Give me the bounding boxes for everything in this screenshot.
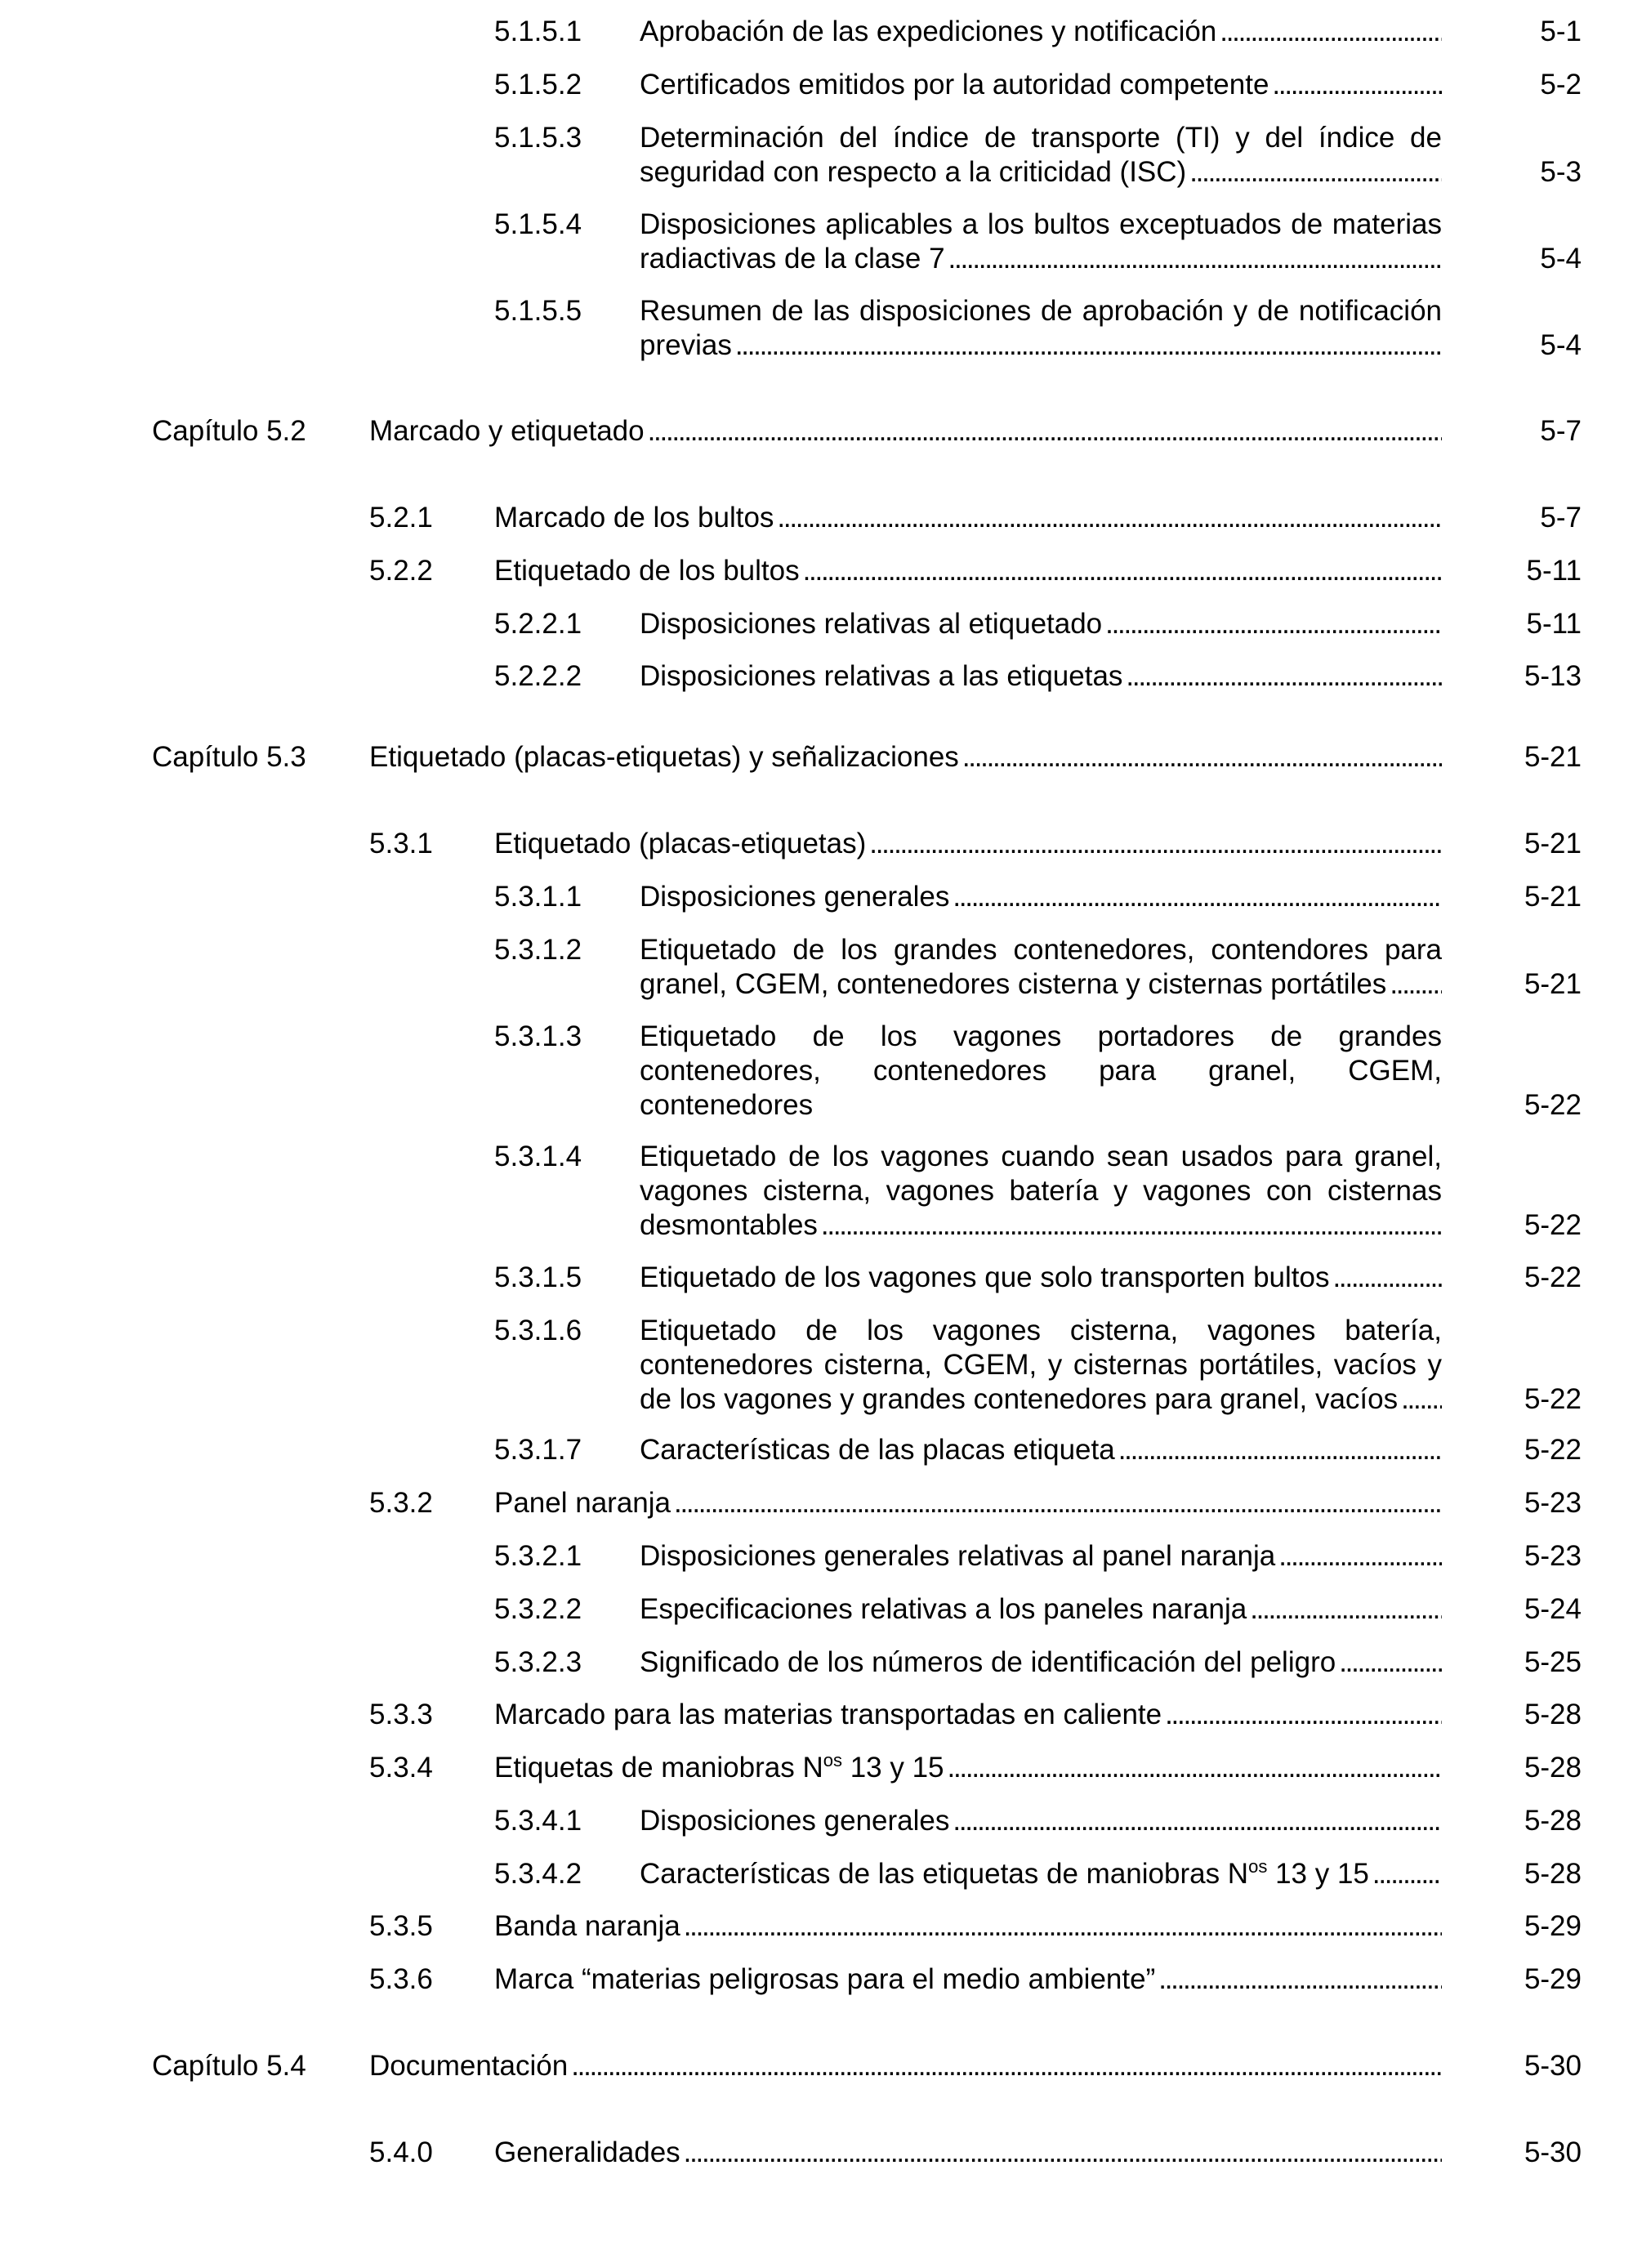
toc-entry-number: 5.1.5.5 (494, 295, 582, 327)
toc-entry (0, 1140, 1633, 1243)
toc-entry-page: 5-13 (1524, 660, 1582, 692)
toc-entry-number: 5.3.2 (369, 1487, 433, 1519)
toc-chapter-title: Marcado y etiquetado . . . (369, 414, 1442, 449)
toc-entry-number: 5.3.2.1 (494, 1540, 582, 1572)
toc-entry-title: Generalidades . . . (494, 2136, 1442, 2170)
toc-entry-page: 5-30 (1524, 2050, 1582, 2082)
toc-entry-title: Disposiciones generales . . . (640, 880, 1442, 914)
toc-entry-page: 5-22 (1524, 1434, 1582, 1466)
toc-chapter (0, 740, 1633, 775)
toc-entry-title: Etiquetado de los grandes contenedores, contendores para granel, CGEM, contenedores cisterna y cisternas portátiles . . . (640, 933, 1442, 1002)
toc-entry-page: 5-22 (1524, 1209, 1582, 1241)
toc-entry-title: Etiquetas de maniobras $N^{os}$ 13 y 15 . . . (494, 1751, 1442, 1785)
toc-entry-number: 5.4.0 (369, 2136, 433, 2168)
toc-entry (0, 1486, 1633, 1520)
toc-chapter-title: Documentación . . . (369, 2049, 1442, 2083)
toc-entry-title: Disposiciones aplicables a los bultos exceptuados de materias radiactivas de la clase 7 . . . (640, 208, 1442, 276)
toc-entry-page: 5-28 (1524, 1752, 1582, 1784)
toc-chapter-number: Capítulo 5.4 (152, 2050, 306, 2082)
toc-chapter-number: Capítulo 5.3 (152, 741, 306, 773)
toc-entry (0, 827, 1633, 861)
toc-entry-title: Etiquetado de los bultos . . . (494, 554, 1442, 588)
toc-entry-page: 5-25 (1524, 1646, 1582, 1678)
toc-entry-title: Determinación del índice de transporte (TI) y del índice de seguridad con respecto a la criticidad (ISC) . . . (640, 121, 1442, 190)
toc-entry-page: 5-22 (1524, 1089, 1582, 1121)
toc-chapter-number: Capítulo 5.2 (152, 415, 306, 447)
toc-entry-number: 5.3.5 (369, 1910, 433, 1942)
toc-entry (0, 1909, 1633, 1944)
toc-entry-title: Etiquetado (placas-etiquetas) . . . (494, 827, 1442, 861)
toc-entry-title: Marca “materias peligrosas para el medio ambiente” . . . (494, 1962, 1442, 1997)
toc-entry-number: 5.2.1 (369, 502, 433, 534)
toc-entry (0, 2136, 1633, 2170)
toc-entry (0, 1698, 1633, 1732)
toc-entry-number: 5.3.2.2 (494, 1593, 582, 1625)
toc-entry-page: 5-11 (1526, 608, 1582, 640)
toc-entry-title: Características de las etiquetas de maniobras $N^{os}$ 13 y 15 . . . (640, 1857, 1442, 1891)
toc-entry (0, 501, 1633, 535)
toc-entry-page: 5-3 (1540, 156, 1582, 188)
toc-entry (0, 1962, 1633, 1997)
toc-entry-title: Etiquetado de los vagones que solo transporten bultos . . . (640, 1261, 1442, 1295)
toc-entry-number: 5.3.1.1 (494, 881, 582, 913)
toc-chapter-title: Etiquetado (placas-etiquetas) y señalizaciones . . . (369, 740, 1442, 775)
toc-entry (0, 121, 1633, 190)
toc-entry-title: Significado de los números de identificación del peligro . . . (640, 1645, 1442, 1680)
toc-entry-number: 5.1.5.3 (494, 122, 582, 154)
toc-entry-number: 5.2.2 (369, 555, 433, 587)
toc-entry-page: 5-28 (1524, 1858, 1582, 1890)
toc-entry-title: Disposiciones relativas al etiquetado . . . (640, 607, 1442, 641)
toc-entry (0, 1539, 1633, 1574)
toc-entry (0, 659, 1633, 694)
toc-entry-number: 5.3.1.4 (494, 1141, 582, 1172)
toc-entry-title: Disposiciones generales relativas al panel naranja . . . (640, 1539, 1442, 1574)
toc-entry-number: 5.2.2.1 (494, 608, 582, 640)
toc-entry (0, 1857, 1633, 1891)
toc-entry-page: 5-2 (1540, 69, 1582, 100)
toc-entry-number: 5.1.5.1 (494, 16, 582, 47)
toc-entry-number: 5.3.6 (369, 1963, 433, 1995)
toc-entry-number: 5.3.4.1 (494, 1805, 582, 1837)
toc-entry-page: 5-1 (1540, 16, 1582, 47)
toc-entry-number: 5.3.1.3 (494, 1020, 582, 1052)
toc-entry-page: 5-4 (1540, 243, 1582, 275)
toc-entry-number: 5.3.1.7 (494, 1434, 582, 1466)
toc-entry (0, 15, 1633, 49)
toc-entry (0, 294, 1633, 363)
toc-entry-title: Marcado de los bultos . . . (494, 501, 1442, 535)
toc-entry (0, 68, 1633, 102)
toc-entry-page: 5-24 (1524, 1593, 1582, 1625)
toc-entry-page: 5-28 (1524, 1805, 1582, 1837)
toc-entry-number: 5.3.2.3 (494, 1646, 582, 1678)
toc-entry-title: Etiquetado de los vagones cuando sean usados para granel, vagones cisterna, vagones batería y vagones con cisternas desmontables . . . (640, 1140, 1442, 1243)
toc-entry-title: Panel naranja . . . (494, 1486, 1442, 1520)
toc-entry-page: 5-22 (1524, 1261, 1582, 1293)
toc-entry-number: 5.1.5.4 (494, 208, 582, 240)
toc-entry-number: 5.3.4 (369, 1752, 433, 1784)
toc-entry (0, 1433, 1633, 1467)
toc-entry-title: Disposiciones generales . . . (640, 1804, 1442, 1838)
toc-entry (0, 1020, 1633, 1123)
toc-entry (0, 554, 1633, 588)
toc-entry-page: 5-29 (1524, 1910, 1582, 1942)
toc-entry-page: 5-21 (1524, 741, 1582, 773)
toc-entry-page: 5-21 (1524, 968, 1582, 1000)
toc-entry-page: 5-29 (1524, 1963, 1582, 1995)
toc-entry-number: 5.3.4.2 (494, 1858, 582, 1890)
toc-entry-title: Etiquetado de los vagones portadores de grandes contenedores, contenedores para granel, CGEM, contenedores (640, 1020, 1442, 1121)
toc-entry-page: 5-30 (1524, 2136, 1582, 2168)
toc-entry-page: 5-23 (1524, 1540, 1582, 1572)
toc-entry-title: Características de las placas etiqueta . . . (640, 1433, 1442, 1467)
toc-entry-title: Aprobación de las expediciones y notificación . . . (640, 15, 1442, 49)
toc-entry (0, 1261, 1633, 1295)
toc-entry (0, 1804, 1633, 1838)
toc-entry-page: 5-23 (1524, 1487, 1582, 1519)
toc-entry-page: 5-7 (1540, 415, 1582, 447)
toc-entry-page: 5-28 (1524, 1699, 1582, 1730)
toc-entry (0, 1592, 1633, 1627)
toc-entry (0, 607, 1633, 641)
toc-entry-number: 5.2.2.2 (494, 660, 582, 692)
toc-chapter (0, 2049, 1633, 2083)
toc-entry (0, 1751, 1633, 1785)
toc-entry (0, 1314, 1633, 1417)
toc-entry-title: Banda naranja . . . (494, 1909, 1442, 1944)
toc-entry-page: 5-11 (1526, 555, 1582, 587)
toc-entry-title: Disposiciones relativas a las etiquetas . . . (640, 659, 1442, 694)
toc-entry-number: 5.3.1.6 (494, 1315, 582, 1346)
toc-entry (0, 933, 1633, 1002)
toc-entry-title: Etiquetado de los vagones cisterna, vagones batería, contenedores cisterna, CGEM, y cisternas portátiles, vacíos y de los vagones y grandes contenedores para granel, vacíos . . . (640, 1314, 1442, 1417)
toc-entry-title: Marcado para las materias transportadas en caliente . . . (494, 1698, 1442, 1732)
toc-entry-title: Certificados emitidos por la autoridad competente . . . (640, 68, 1442, 102)
toc-entry-number: 5.3.3 (369, 1699, 433, 1730)
toc-entry-page: 5-21 (1524, 881, 1582, 913)
toc-entry (0, 208, 1633, 276)
toc-entry-number: 5.3.1.5 (494, 1261, 582, 1293)
toc-entry-page: 5-4 (1540, 329, 1582, 361)
toc-entry (0, 1645, 1633, 1680)
toc-entry-title: Resumen de las disposiciones de aprobación y de notificación previas . . . (640, 294, 1442, 363)
toc-entry (0, 880, 1633, 914)
toc-entry-number: 5.3.1.2 (494, 934, 582, 966)
toc-entry-page: 5-21 (1524, 828, 1582, 859)
toc-entry-number: 5.3.1 (369, 828, 433, 859)
toc-chapter (0, 414, 1633, 449)
toc-entry-number: 5.1.5.2 (494, 69, 582, 100)
toc-entry-page: 5-22 (1524, 1383, 1582, 1415)
toc-entry-title: Especificaciones relativas a los paneles naranja . . . (640, 1592, 1442, 1627)
toc-entry-page: 5-7 (1540, 502, 1582, 534)
